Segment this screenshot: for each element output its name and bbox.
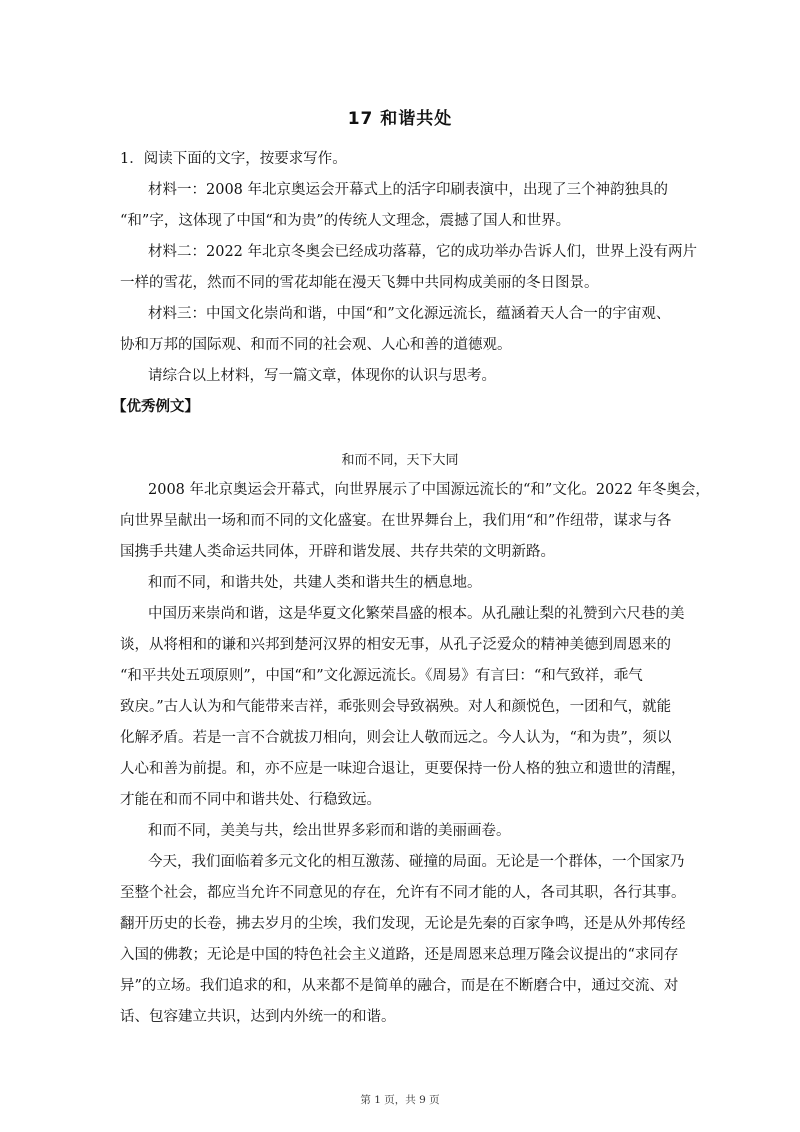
essay-line: “和平共处五项原则”，中国“和”文化源远流长。《周易》有言曰：“和气致祥，乖气	[120, 668, 643, 684]
essay-line: 化解矛盾。若是一言不合就拔刀相向，则会让人敬而远之。今人认为，“和为贵”，须以	[120, 730, 672, 746]
essay-line: 和而不同，和谐共处，共建人类和谐共生的栖息地。	[148, 575, 482, 591]
essay-line: 向世界呈献出一场和而不同的文化盛宴。在世界舞台上，我们用“和”作纽带，谋求与各	[120, 513, 672, 529]
essay-line: 人心和善为前提。和，亦不应是一味迎合退让，更要保持一份人格的独立和遗世的清醒，	[120, 761, 686, 777]
essay-line: 国携手共建人类命运共同体，开辟和谐发展、共存共荣的文明新路。	[120, 544, 555, 560]
material-3-line-1: 材料三：中国文化崇尚和谐，中国“和”文化源远流长，蕴涵着天人合一的宇宙观、	[148, 306, 671, 322]
essay-line: 谈，从将相和的谦和兴邦到楚河汉界的相安无事，从孔子泛爱众的精神美德到周恩来的	[120, 637, 671, 653]
essay-line: 今天，我们面临着多元文化的相互激荡、碰撞的局面。无论是一个群体，一个国家乃	[148, 854, 685, 870]
essay-line: 翻开历史的长卷，拂去岁月的尘埃，我们发现，无论是先秦的百家争鸣，还是从外邦传经	[120, 916, 686, 932]
section-heading: 【优秀例文】	[112, 399, 199, 415]
essay-title: 和而不同，天下大同	[341, 453, 459, 468]
page-footer: 第 1 页，共 9 页	[360, 1094, 440, 1106]
material-2-line-1: 材料二：2022 年北京冬奥会已经成功落幕，它的成功举办告诉人们，世界上没有两片	[148, 244, 698, 260]
essay-line: 才能在和而不同中和谐共处、行稳致远。	[120, 792, 381, 808]
material-2-line-2: 一样的雪花，然而不同的雪花却能在漫天飞舞中共同构成美丽的冬日图景。	[120, 275, 599, 291]
essay-line: 2008 年北京奥运会开幕式，向世界展示了中国源远流长的“和”文化。2022 年冬奥会，	[148, 482, 710, 498]
material-3-line-2: 协和万邦的国际观、和而不同的社会观、人心和善的道德观。	[120, 337, 512, 353]
question-prompt: 1．阅读下面的文字，按要求写作。	[120, 151, 347, 167]
essay-line: 中国历来崇尚和谐，这是华夏文化繁荣昌盛的根本。从孔融让梨的礼赞到六尺巷的美	[148, 606, 685, 622]
writing-instruction: 请综合以上材料，写一篇文章，体现你的认识与思考。	[148, 368, 496, 384]
material-1-line-2: “和”字，这体现了中国“和为贵”的传统人文理念，震撼了国人和世界。	[120, 213, 571, 229]
essay-line: 致戾。”古人认为和气能带来吉祥，乖张则会导致祸殃。对人和颜悦色，一团和气，就能	[120, 699, 672, 715]
essay-line: 和而不同，美美与共，绘出世界多彩而和谐的美丽画卷。	[148, 823, 511, 839]
essay-line: 异”的立场。我们追求的和，从来都不是简单的融合，而是在不断磨合中，通过交流、对	[120, 978, 679, 994]
material-1-line-1: 材料一：2008 年北京奥运会开幕式上的活字印刷表演中，出现了三个神韵独具的	[148, 182, 669, 198]
essay-line: 话、包容建立共识，达到内外统一的和谐。	[120, 1009, 396, 1025]
page-title: 17 和谐共处	[347, 109, 453, 129]
essay-line: 入国的佛教；无论是中国的特色社会主义道路，还是周恩来总理万隆会议提出的“求同存	[120, 947, 679, 963]
essay-line: 至整个社会，都应当允许不同意见的存在，允许有不同才能的人，各司其职，各行其事。	[120, 885, 686, 901]
